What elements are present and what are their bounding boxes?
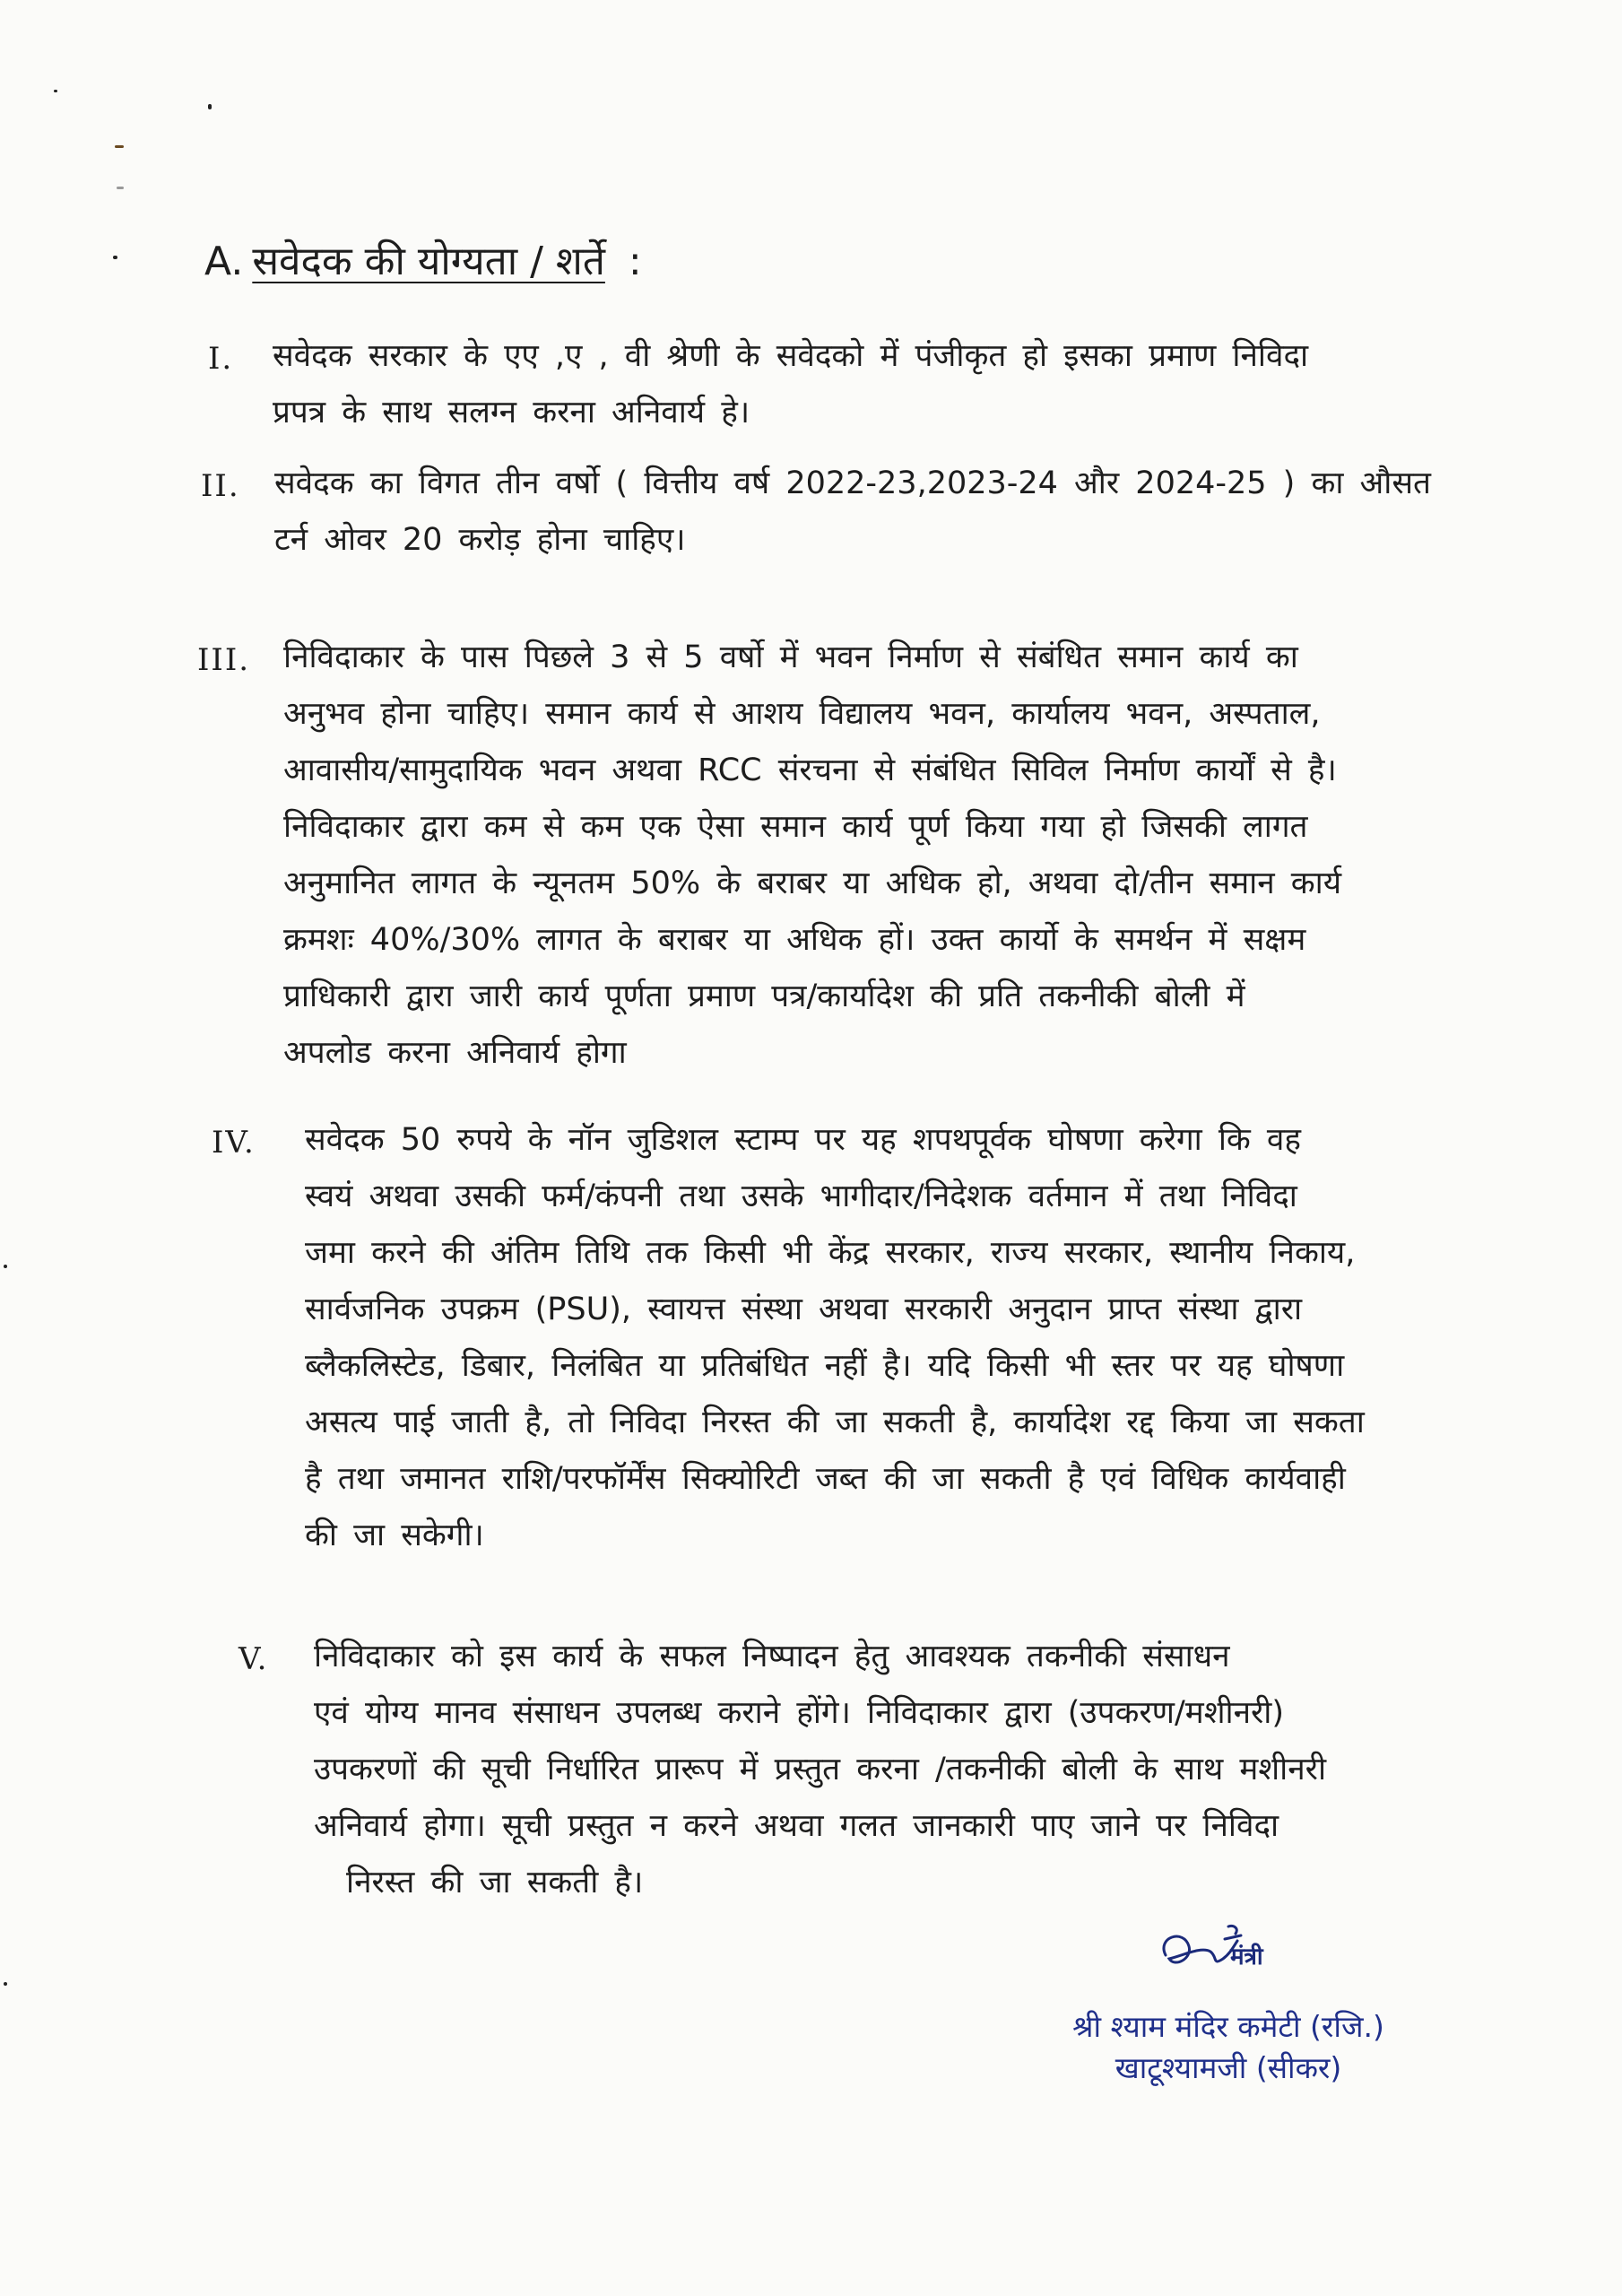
- clause-line: क्रमशः 40%/30% लागत के बराबर या अधिक हों। उक्त कार्यो के समर्थन में सक्षम: [283, 922, 1306, 958]
- clause-line: अनिवार्य होगा। सूची प्रस्तुत न करने अथवा गलत जानकारी पाए जाने पर निविदा: [314, 1808, 1279, 1844]
- scan-speck: [117, 187, 124, 189]
- section-prefix: A.: [204, 239, 244, 284]
- scan-speck: [113, 256, 117, 259]
- clause-number: V.: [239, 1641, 269, 1677]
- scan-speck: [115, 145, 124, 148]
- clause-line: एवं योग्य मानव संसाधन उपलब्ध कराने होंगे। निविदाकार द्वारा (उपकरण/मशीनरी): [314, 1695, 1285, 1731]
- clause-line: स्वयं अथवा उसकी फर्म/कंपनी तथा उसके भागीदार/निदेशक वर्तमान में तथा निविदा: [305, 1178, 1297, 1214]
- clause-line: निविदाकार के पास पिछले 3 से 5 वर्षो में भवन निर्माण से संबंधित समान कार्य का: [283, 639, 1298, 675]
- scan-speck: [208, 104, 212, 109]
- clause-line: अपलोड करना अनिवार्य होगा: [283, 1035, 627, 1071]
- clause-line: असत्य पाई जाती है, तो निविदा निरस्त की जा सकती है, कार्यादेश रद्द किया जा सकता: [305, 1405, 1365, 1440]
- scan-speck: [4, 1982, 7, 1986]
- clause-line: उपकरणों की सूची निर्धारित प्रारूप में प्रस्तुत करना /तकनीकी बोली के साथ मशीनरी: [314, 1752, 1327, 1787]
- clause-text: [305, 1112, 1470, 1564]
- clause-line: प्राधिकारी द्वारा जारी कार्य पूर्णता प्रमाण पत्र/कार्यादेश की प्रति तकनीकी बोली में: [283, 978, 1245, 1014]
- organization-place: खाटूश्यामजी (सीकर): [1115, 2050, 1342, 2085]
- signatory-title: मंत्री: [1230, 1944, 1263, 1970]
- clause-line: जमा करने की अंतिम तिथि तक किसी भी केंद्र सरकार, राज्य सरकार, स्थानीय निकाय,: [305, 1235, 1356, 1271]
- clause-text: [274, 456, 1440, 569]
- organization-name: श्री श्याम मंदिर कमेटी (रजि.): [1072, 2009, 1384, 2044]
- clause-number: IV.: [212, 1125, 256, 1161]
- clause-text: [283, 630, 1449, 1082]
- clause-line: टर्न ओवर 20 करोड़ होना चाहिए।: [274, 522, 686, 558]
- clause-line: निविदाकार द्वारा कम से कम एक ऐसा समान कार्य पूर्ण किया गया हो जिसकी लागत: [283, 809, 1308, 845]
- clause-text: [273, 328, 1438, 441]
- clause-text: [314, 1629, 1470, 1911]
- section-title: सवेदक की योग्यता / शर्ते: [252, 239, 605, 284]
- clause-line: निविदाकार को इस कार्य के सफल निष्पादन हेतु आवश्यक तकनीकी संसाधन: [314, 1639, 1230, 1674]
- clause-number: III.: [197, 642, 251, 678]
- clause-line: ब्लैकलिस्टेड, डिबार, निलंबित या प्रतिबंधित नहीं है। यदि किसी भी स्तर पर यह घोषणा: [305, 1348, 1345, 1384]
- clause-line: की जा सकेगी।: [305, 1518, 484, 1553]
- clause-line: आवासीय/सामुदायिक भवन अथवा RCC संरचना से संबंधित सिविल निर्माण कार्यों से है।: [283, 752, 1337, 788]
- section-heading: [204, 235, 642, 289]
- scan-speck: [4, 1265, 7, 1268]
- section-colon: :: [628, 239, 642, 284]
- clause-line: सार्वजनिक उपक्रम (PSU), स्वायत्त संस्था अथवा सरकारी अनुदान प्राप्त संस्था द्वारा: [305, 1292, 1303, 1327]
- clause-line: है तथा जमानत राशि/परफॉर्मेंस सिक्योरिटी जब्त की जा सकती है एवं विधिक कार्यवाही: [305, 1461, 1346, 1497]
- clause-line: सवेदक 50 रुपये के नॉन जुडिशल स्टाम्प पर यह शपथपूर्वक घोषणा करेगा कि वह: [305, 1122, 1301, 1158]
- clause-line: सवेदक का विगत तीन वर्षो ( वित्तीय वर्ष 2022-23,2023-24 और 2024-25 ) का औसत: [274, 465, 1431, 501]
- clause-line: अनुभव होना चाहिए। समान कार्य से आशय विद्यालय भवन, कार्यालय भवन, अस्पताल,: [283, 696, 1321, 732]
- clause-number: II.: [201, 468, 240, 504]
- clause-line: निरस्त की जा सकती है।: [346, 1865, 644, 1900]
- scan-speck: [54, 90, 57, 92]
- clause-line: प्रपत्र के साथ सलग्न करना अनिवार्य हे।: [273, 395, 750, 430]
- clause-number: I.: [208, 341, 234, 377]
- clause-line: अनुमानित लागत के न्यूनतम 50% के बराबर या अधिक हो, अथवा दो/तीन समान कार्य: [283, 865, 1342, 901]
- clause-line: सवेदक सरकार के एए ,ए , वी श्रेणी के सवेदको में पंजीकृत हो इसका प्रमाण निविदा: [273, 338, 1309, 374]
